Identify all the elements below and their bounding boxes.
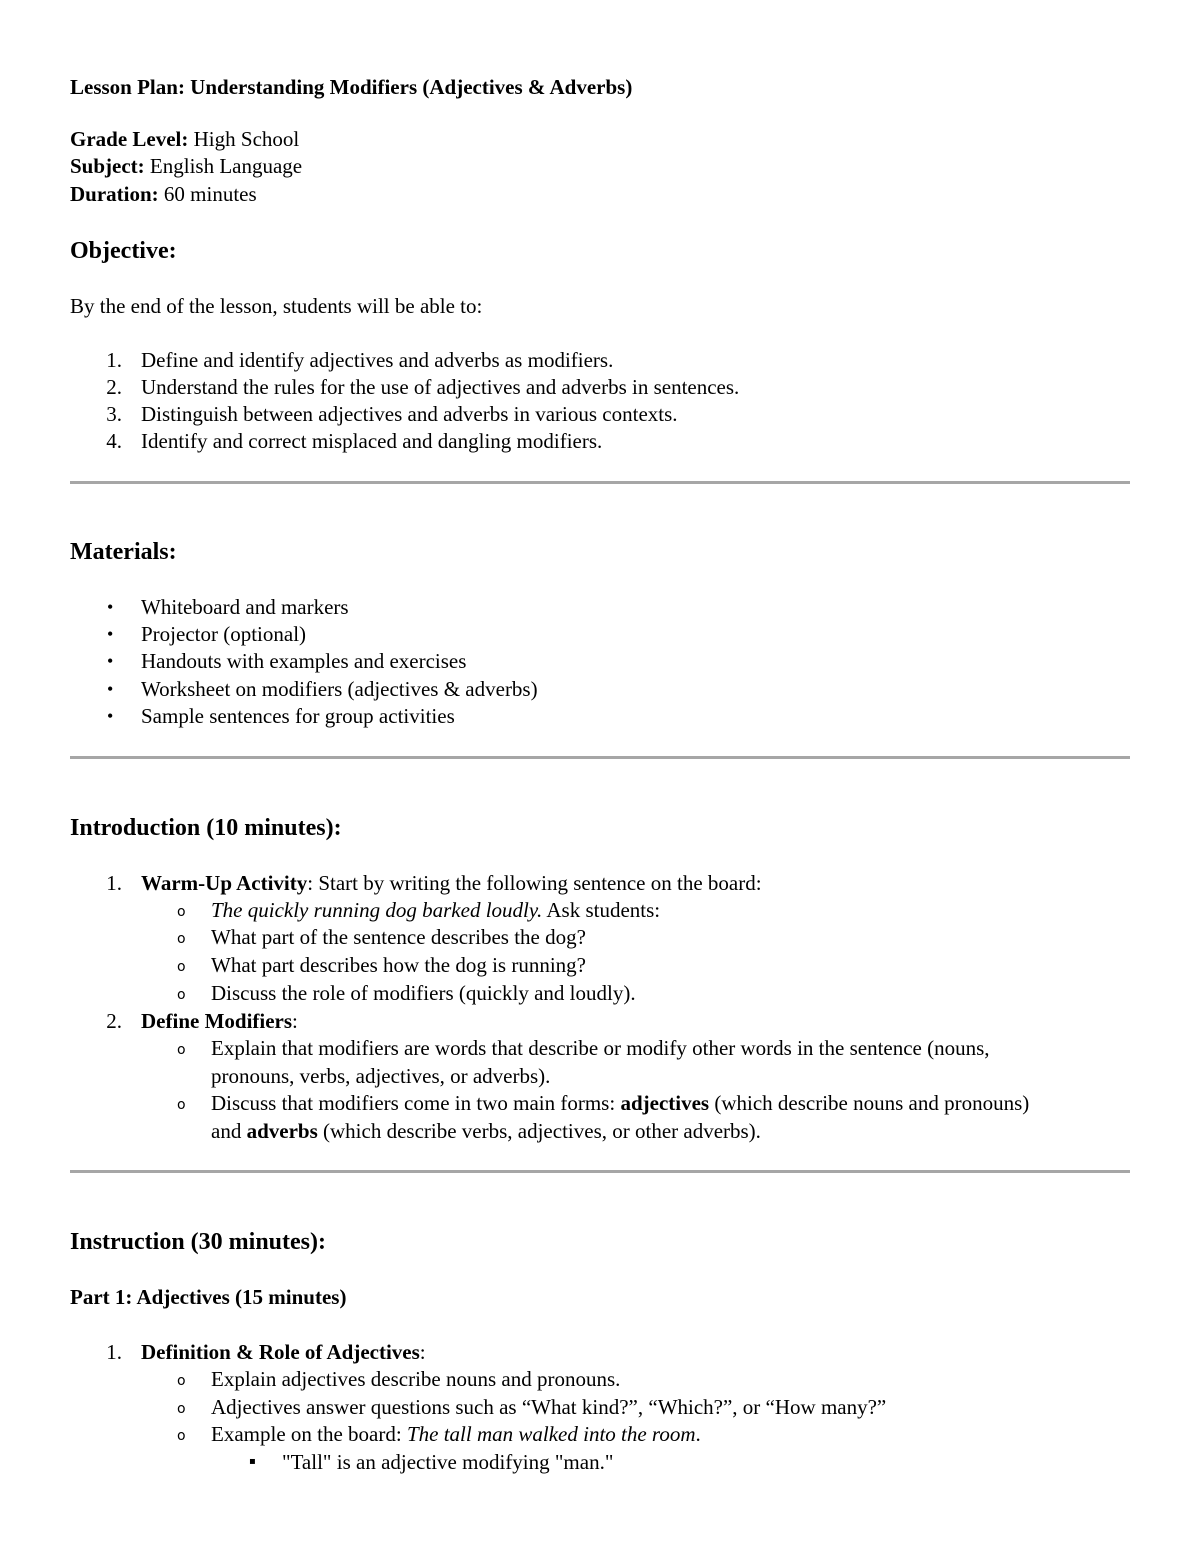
define-sub2-line1 (211, 1093, 1029, 1114)
adjectives-sub-2: Adjectives answer questions such as “What kind?”, “Which?”, or “How many?” (211, 1395, 887, 1419)
example-prefix: Example on the board: (211, 1422, 407, 1446)
warmup-sentence (211, 900, 660, 921)
grade-level-label: Grade Level: (70, 127, 189, 151)
intro-item-define (141, 1011, 298, 1032)
objective-num-4: 4. (106, 429, 122, 453)
bullet-icon: • (107, 706, 114, 726)
define-modifiers-colon: : (292, 1009, 298, 1033)
circle-bullet-icon: o (177, 1373, 186, 1389)
adjectives-definition-colon: : (419, 1340, 426, 1364)
objective-heading: Objective: (70, 238, 177, 264)
part1-heading: Part 1: Adjectives (15 minutes) (70, 1285, 347, 1309)
adjectives-definition-label: Definition & Role of Adjectives (141, 1340, 420, 1364)
circle-bullet-icon: o (177, 987, 186, 1003)
square-bullet-icon: ▪ (249, 1456, 256, 1467)
adjectives-definition-item (141, 1342, 426, 1363)
warmup-question-3: Discuss the role of modifiers (quickly and loudly). (211, 981, 636, 1005)
define-modifiers-label: Define Modifiers (141, 1009, 293, 1033)
objective-item-1: Define and identify adjectives and adverbs as modifiers. (141, 348, 614, 372)
grade-level-value: High School (188, 127, 300, 151)
adjectives-sub-1: Explain adjectives describe nouns and pronouns. (211, 1367, 621, 1391)
objective-item-2: Understand the rules for the use of adjectives and adverbs in sentences. (141, 375, 740, 399)
objective-num-1: 1. (106, 348, 122, 372)
adjectives-sub-3 (211, 1424, 701, 1445)
instruction-heading: Instruction (30 minutes): (70, 1229, 326, 1255)
section-divider (70, 756, 1130, 759)
objective-item-4: Identify and correct misplaced and dangling modifiers. (141, 429, 603, 453)
warmup-text: : Start by writing the following sentence on the board: (307, 871, 762, 895)
objective-num-3: 3. (106, 402, 122, 426)
warmup-ask: Ask students: (542, 898, 661, 922)
section-divider (70, 481, 1130, 484)
warmup-question-2: What part describes how the dog is running? (211, 953, 586, 977)
duration-value: 60 minutes (158, 182, 257, 206)
define-sub1-line1: Explain that modifiers are words that describe or modify other words in the sentence (nouns, (211, 1036, 990, 1060)
adjectives-sub-4: "Tall" is an adjective modifying "man." (282, 1450, 614, 1474)
define-sub1-line2: pronouns, verbs, adjectives, or adverbs). (211, 1064, 551, 1088)
subject-value: English Language (144, 154, 303, 178)
objective-intro: By the end of the lesson, students will be able to: (70, 294, 483, 318)
intro-item-warmup (141, 873, 762, 894)
example-sentence: The tall man walked into the room (406, 1422, 696, 1446)
bullet-icon: • (107, 597, 114, 617)
subject-label: Subject: (70, 154, 145, 178)
document-title: Lesson Plan: Understanding Modifiers (Adjectives & Adverbs) (70, 75, 633, 99)
adverbs-term: adverbs (246, 1119, 318, 1143)
circle-bullet-icon: o (177, 904, 186, 920)
example-period: . (695, 1422, 701, 1446)
define-sub2-text-b: (which describe nouns and pronouns) (709, 1091, 1030, 1115)
materials-item-1: Whiteboard and markers (141, 595, 349, 619)
materials-item-3: Handouts with examples and exercises (141, 649, 467, 673)
define-sub2-text-d: (which describe verbs, adjectives, or other adverbs). (317, 1119, 761, 1143)
warmup-example: The quickly running dog barked loudly. (211, 898, 543, 922)
materials-item-2: Projector (optional) (141, 622, 307, 646)
adjectives-term: adjectives (620, 1091, 710, 1115)
instruction-num-1: 1. (106, 1340, 122, 1364)
duration-line (70, 184, 257, 205)
bullet-icon: • (107, 651, 114, 671)
materials-item-5: Sample sentences for group activities (141, 704, 455, 728)
warmup-label: Warm-Up Activity (141, 871, 308, 895)
objective-num-2: 2. (106, 375, 122, 399)
circle-bullet-icon: o (177, 1042, 186, 1058)
intro-num-1: 1. (106, 871, 122, 895)
bullet-icon: • (107, 624, 114, 644)
circle-bullet-icon: o (177, 1401, 186, 1417)
circle-bullet-icon: o (177, 959, 186, 975)
define-sub2-text-a: Discuss that modifiers come in two main forms: (211, 1091, 621, 1115)
circle-bullet-icon: o (177, 931, 186, 947)
duration-label: Duration: (70, 182, 159, 206)
circle-bullet-icon: o (177, 1428, 186, 1444)
objective-item-3: Distinguish between adjectives and adverbs in various contexts. (141, 402, 678, 426)
introduction-heading: Introduction (10 minutes): (70, 815, 342, 841)
intro-num-2: 2. (106, 1009, 122, 1033)
circle-bullet-icon: o (177, 1097, 186, 1113)
section-divider (70, 1170, 1130, 1173)
define-sub2-text-c: and (211, 1119, 247, 1143)
warmup-question-1: What part of the sentence describes the dog? (211, 925, 586, 949)
materials-item-4: Worksheet on modifiers (adjectives & adverbs) (141, 677, 538, 701)
define-sub2-line2 (211, 1121, 761, 1142)
materials-heading: Materials: (70, 539, 177, 565)
grade-level-line (70, 129, 299, 150)
subject-line (70, 156, 302, 177)
bullet-icon: • (107, 679, 114, 699)
